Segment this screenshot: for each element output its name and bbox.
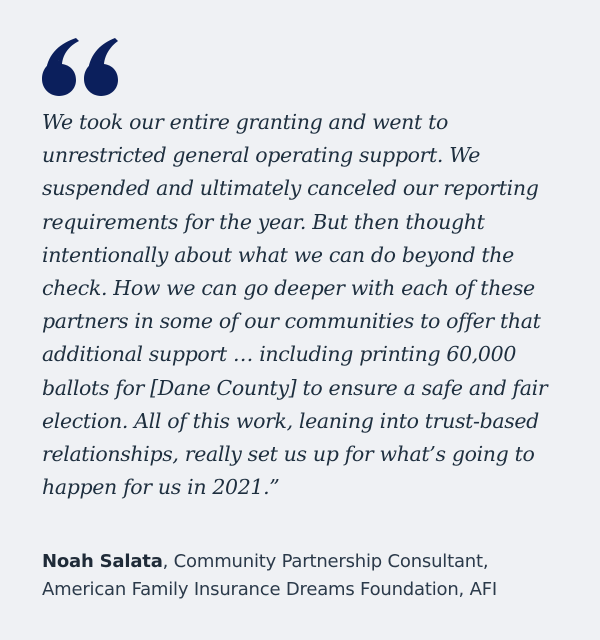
quote-line: check. How we can go deeper with each of these <box>42 276 535 301</box>
quote-line: happen for us in 2021.” <box>42 475 280 500</box>
quote-line: partners in some of our communities to offer that <box>42 309 541 334</box>
author-role: , Community Partnership Consultant, <box>162 551 489 573</box>
quote-line: intentionally about what we can do beyond the <box>42 242 514 267</box>
open-quote-icon <box>42 38 118 96</box>
quote-line: unrestricted general operating support. We <box>42 143 481 168</box>
quote-attribution <box>42 548 560 604</box>
quote-line: relationships, really set us up for what’s going to <box>42 442 535 467</box>
quote-line: election. All of this work, leaning into trust-based <box>42 408 539 433</box>
quote-text <box>42 106 562 504</box>
author-organization: American Family Insurance Dreams Foundation, AFI <box>42 579 497 601</box>
quote-line: requirements for the year. But then thought <box>42 209 485 234</box>
quote-line: suspended and ultimately canceled our reporting <box>42 176 539 201</box>
quote-line: additional support … including printing 60,000 <box>42 342 517 367</box>
quote-line: We took our entire granting and went to <box>42 110 448 134</box>
attribution-line-1 <box>42 548 560 576</box>
quote-line: ballots for [Dane County] to ensure a safe and fair <box>42 375 548 400</box>
author-name: Noah Salata <box>42 551 163 573</box>
